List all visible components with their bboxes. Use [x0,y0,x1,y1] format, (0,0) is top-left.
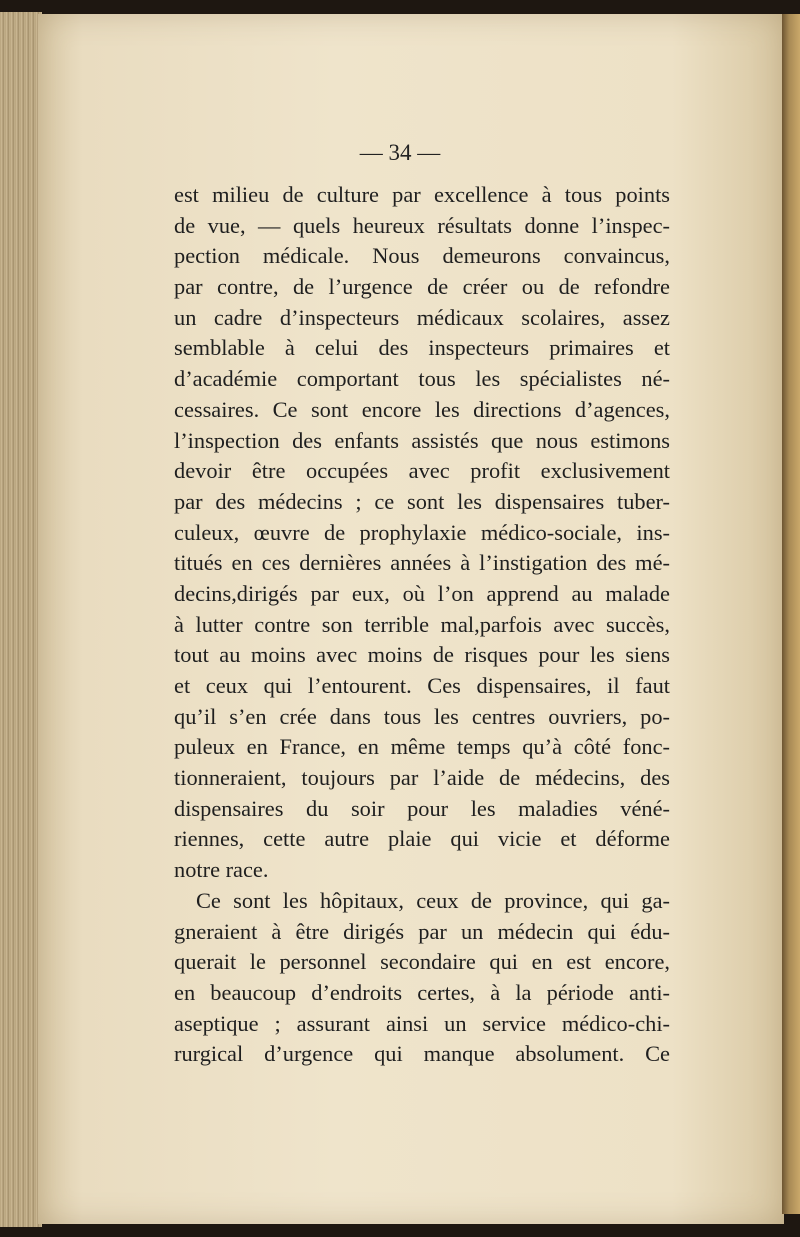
text-line: pection médicale. Nous demeurons convaincus, [174,243,670,269]
text-line: est milieu de culture par excellence à tous points [174,182,670,207]
text-line: puleux en France, en même temps qu’à côté fonc- [174,734,670,760]
text-line: titués en ces dernières années à l’instigation des mé- [174,550,670,576]
page-edges [0,12,42,1227]
text-line: rurgical d’urgence qui manque absolument. Ce [174,1041,670,1067]
text-line: dispensaires du soir pour les maladies véné- [174,795,670,821]
text-line: l’inspection des enfants assistés que nous estimons [174,427,670,453]
text-line: decins,dirigés par eux, où l’on apprend au malade [174,580,670,606]
text-line: tionneraient, toujours par l’aide de médecins, des [174,765,670,791]
text-line: par contre, de l’urgence de créer ou de refondre [174,274,670,300]
paragraph-last-line: notre race. [174,857,269,883]
text-line: et ceux qui l’entourent. Ces dispensaires, il faut [174,673,670,698]
body-text [174,180,670,1070]
paragraph-first-line: Ce sont les hôpitaux, ceux de province, qui ga- [196,887,670,913]
text-line: riennes, cette autre plaie qui vicie et déforme [174,826,670,852]
text-line: semblable à celui des inspecteurs primaires et [174,335,670,361]
text-line: par des médecins ; ce sont les dispensaires tuber- [174,488,670,514]
text-line: en beaucoup d’endroits certes, à la période anti- [174,979,670,1005]
text-line: d’académie comportant tous les spécialistes né- [174,366,670,392]
text-line: culeux, œuvre de prophylaxie médico-sociale, ins- [174,519,670,545]
text-line: querait le personnel secondaire qui en est encore, [174,949,670,975]
text-line: à lutter contre son terrible mal,parfois avec succès, [174,611,670,637]
adjacent-page-strip [782,14,800,1214]
text-line: cessaires. Ce sont encore les directions d’agences, [174,396,670,422]
text-line: tout au moins avec moins de risques pour les siens [174,642,670,668]
text-line: un cadre d’inspecteurs médicaux scolaires, assez [174,304,670,330]
text-line: de vue, — quels heureux résultats donne l’inspec- [174,212,670,238]
text-line: qu’il s’en crée dans tous les centres ouvriers, po- [174,703,670,729]
text-line: devoir être occupées avec profit exclusivement [174,458,670,484]
page-number: — 34 — [359,140,441,165]
text-line: gneraient à être dirigés par un médecin qui édu- [174,918,670,944]
text-line: aseptique ; assurant ainsi un service médico-chi- [174,1010,670,1036]
